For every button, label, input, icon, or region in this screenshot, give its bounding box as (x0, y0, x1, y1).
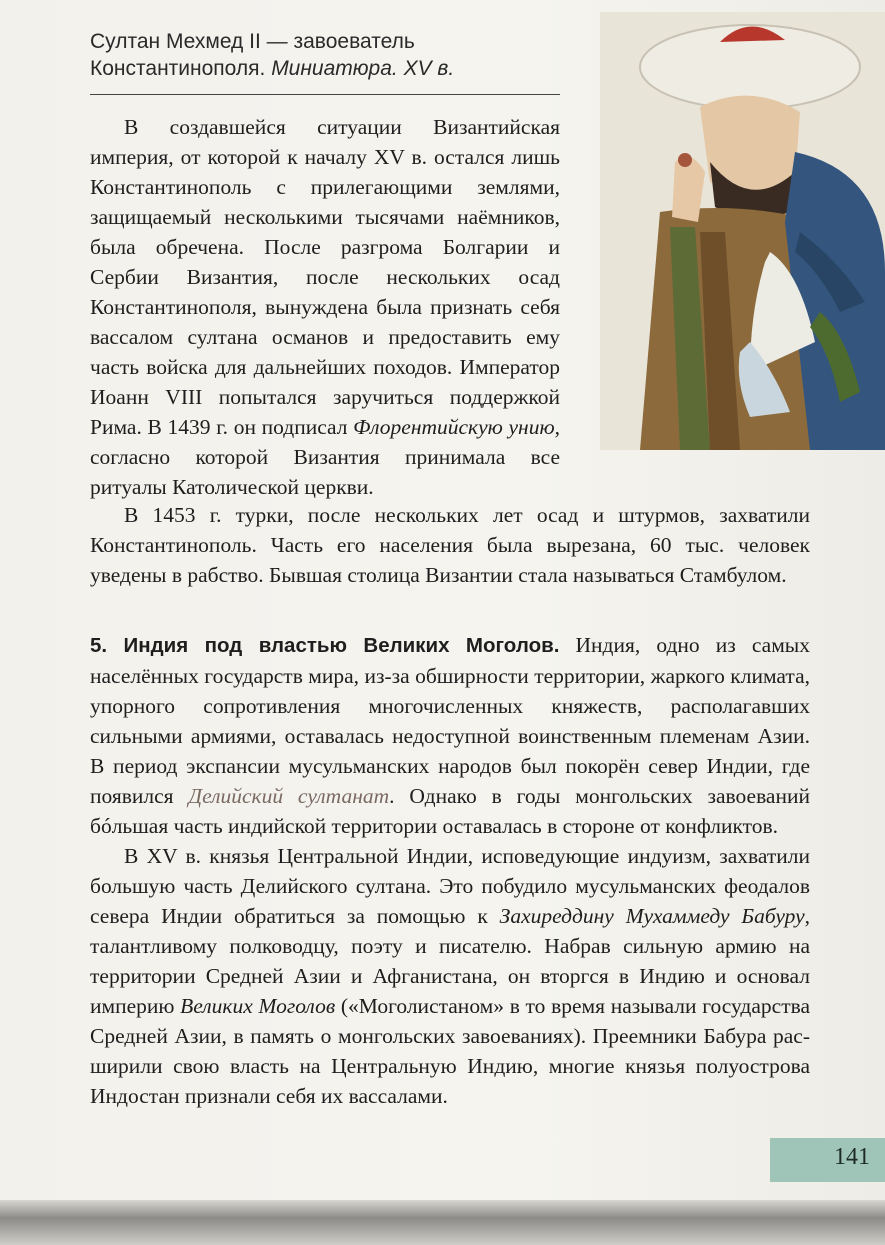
paragraph-4-text-c: («Моголистаном» в то время называли государства Средней Азии, в память о монгольских завоеваниях). Преемники Бабура расширили свою власть на Центральную Индию, многие князья полуострова Индостан признали себя их вассалами. (90, 994, 811, 1108)
term-babur: Захиреддину Мухаммеду Бабуру (499, 904, 805, 928)
paragraph-3-text-a: Индия, одно из самых населённых государств мира, из-за обширности территории, жаркого климата, упорного сопротивления многочисленных княжеств, располагавших сильными армиями, оставалась недоступной воинственным племенам Азии. В период экспансии мусульманских народов был покорён север Индии, где появился (90, 633, 811, 808)
term-delhi-sultanate: Делийский султанат (188, 784, 390, 808)
scan-bottom-edge (0, 1200, 885, 1245)
section-india (90, 630, 810, 1111)
paragraph-constantinople-fall (90, 500, 810, 590)
caption-divider (90, 94, 560, 95)
page-number: 141 (834, 1144, 870, 1170)
section-heading: 5. Индия под властью Великих Моголов. (90, 634, 560, 657)
paragraph-1-text-b: , согласно которой Византия принимала все ритуалы Католической церкви. (90, 415, 560, 499)
figure-caption (90, 28, 560, 82)
caption-line-1: Султан Мехмед II — завоеватель (90, 30, 415, 53)
term-florentine-union: Флорентийскую унию (353, 415, 555, 439)
page-number-tab (770, 1138, 885, 1182)
paragraph-4-text-b: , талантливому полководцу, поэту и писателю. Набрав сильную армию на территории Средней Азии и Афганистана, он вторгся в Индию и основал империю (90, 904, 810, 1018)
caption-line-2 (90, 55, 560, 82)
paragraph-4-text-a: В XV в. князья Центральной Индии, исповедующие индуизм, захватили большую часть Делийского султана. Это побудило мусульманских феодалов севера Индии обратиться за помощью к (90, 844, 810, 928)
paragraph-1-text-a: В создавшейся ситуации Византийская империя, от которой к началу XV в. остался лишь Константинополь с прилегающими землями, защищаемый несколькими тысячами наёмников, была обречена. После разгрома Болгарии и Сербии Византия, после нескольких осад Константинополя, вынуждена была признать себя вассалом султана османов и предоставить ему часть войска для дальнейших походов. Император Иоанн VIII попытался заручиться поддержкой Рима. В 1439 г. он подписал (90, 115, 560, 439)
caption-line-2-italic: Миниатюра. XV в. (271, 57, 455, 80)
paragraph-3-text-b: . Однако в годы монгольских завоеваний бóльшая часть индийской территории оставалась в стороне от конфликтов. (90, 784, 810, 838)
paragraph-2: В 1453 г. турки, после нескольких лет осад и штурмов, захватили Константинополь. Часть его населения была вырезана, 60 тыс. человек уведены в рабство. Бывшая столица Византии стала называться Стамбулом. (90, 503, 810, 587)
sultan-portrait-miniature (600, 12, 885, 450)
paragraph-1 (90, 112, 560, 502)
caption-line-2-text: Константинополя. (90, 57, 272, 80)
term-great-moguls: Великих Моголов (180, 994, 336, 1018)
paragraph-3 (90, 630, 810, 841)
paragraph-byzantium (90, 112, 560, 502)
paragraph-4 (90, 841, 810, 1111)
